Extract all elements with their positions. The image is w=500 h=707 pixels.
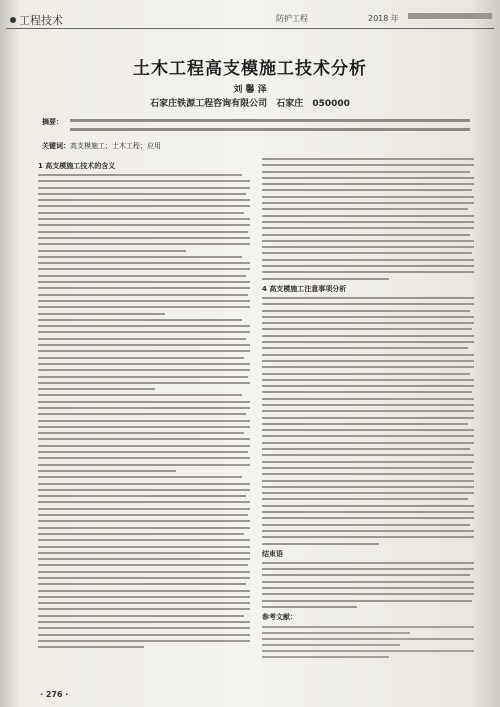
section-heading: 4 高支模施工注意事项分析 — [262, 284, 347, 293]
header-rule — [6, 28, 494, 29]
keywords-line — [42, 141, 161, 151]
article-title: 土木工程高支模施工技术分析 — [133, 59, 367, 79]
section-heading: 结束语 — [262, 549, 283, 558]
page-number: · 276 · — [40, 690, 69, 699]
right-body-text-2 — [262, 297, 474, 545]
left-body-text — [38, 174, 250, 648]
section-rubric — [10, 12, 63, 28]
bullet-icon — [10, 17, 16, 23]
references-label: 参考文献： — [262, 613, 297, 622]
left-column — [38, 158, 250, 653]
article-author: 刘 馨 泽 — [233, 85, 267, 95]
page-header — [8, 8, 492, 28]
section-heading: 1 高支模施工技术的含义 — [38, 162, 116, 170]
header-issue-info — [408, 13, 492, 19]
right-body-text — [262, 158, 474, 280]
abstract-text — [70, 119, 470, 137]
journal-name: 防护工程 — [276, 14, 308, 23]
conclusion-text — [262, 562, 474, 608]
keywords-value: 高支模施工；土木工程；应用 — [70, 142, 161, 150]
references-list — [262, 626, 474, 658]
author-affiliation: 石家庄铁源工程咨询有限公司 石家庄 050000 — [150, 99, 350, 109]
abstract-label: 摘要： — [42, 118, 63, 126]
right-column — [262, 158, 474, 662]
rubric-label: 工程技术 — [19, 14, 63, 27]
keywords-label: 关键词： — [42, 142, 70, 150]
journal-year: 2018 年 — [368, 14, 399, 23]
